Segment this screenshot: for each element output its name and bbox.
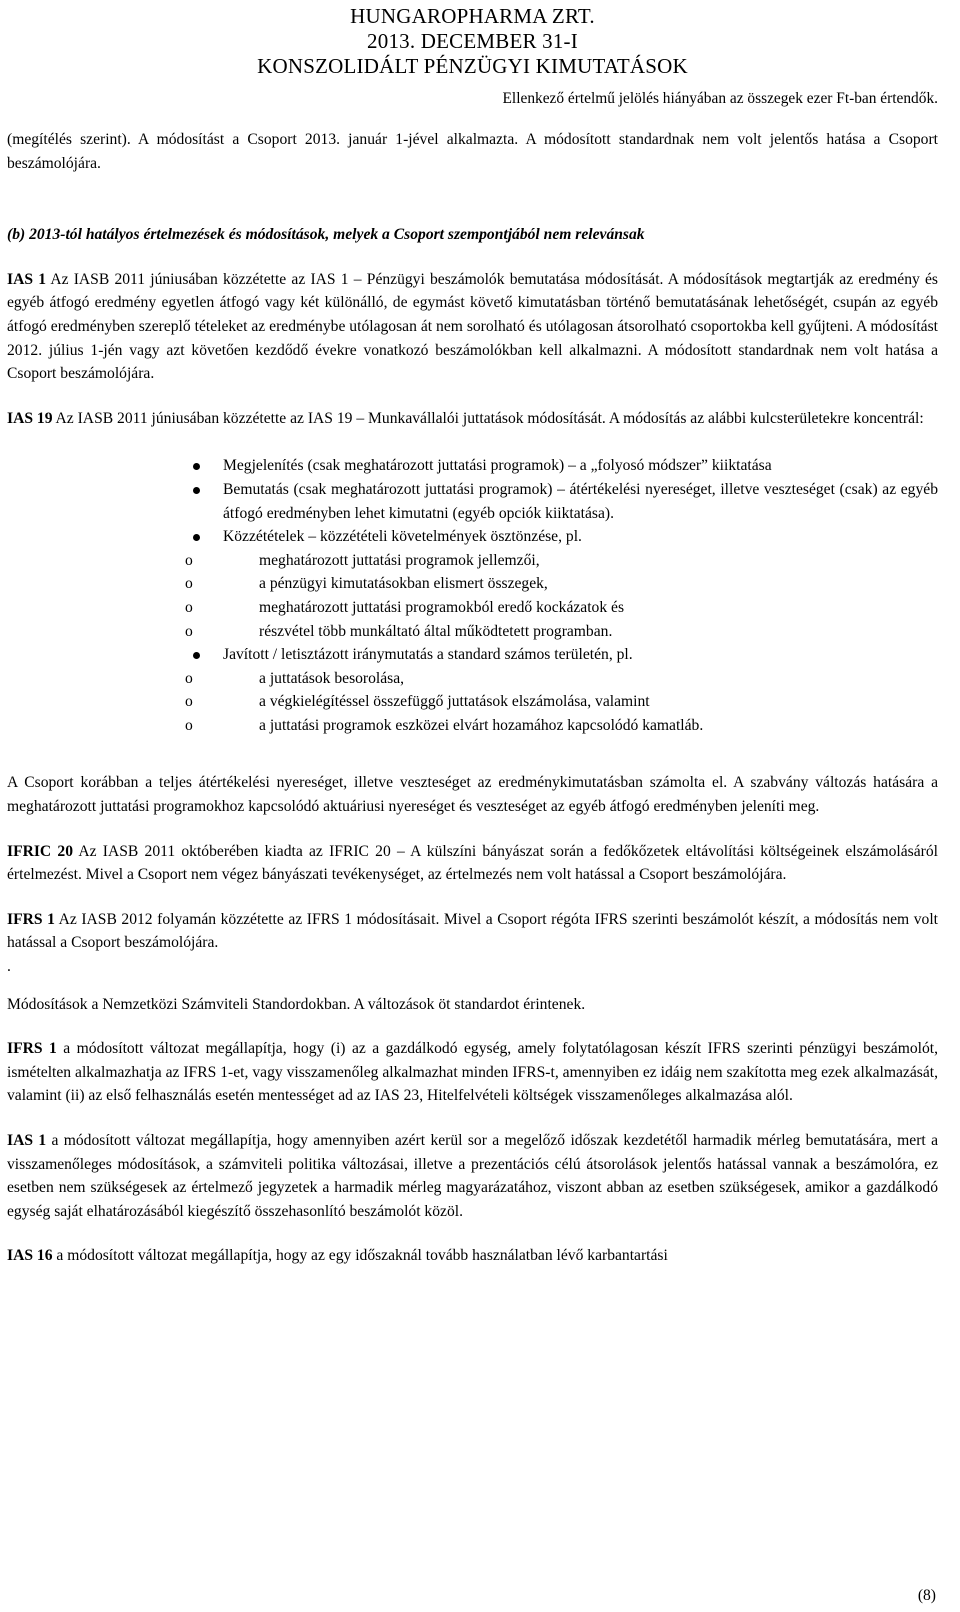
bullet-icon: [193, 463, 200, 470]
sub-item-text: a pénzügyi kimutatásokban elismert összegek,: [259, 575, 548, 593]
standard-label: IAS 19: [7, 409, 53, 427]
bullet-item: [7, 643, 938, 737]
circle-bullet-icon: o: [185, 693, 193, 711]
sub-list: [185, 667, 938, 738]
paragraph-text: Az IASB 2011 októberében kiadta az IFRIC 20 – A külszíni bányászat során a fedőkőzetek eltávolítási költségeinek elszámolásáról értelmezést. Mivel a Csoport nem végez bányászati tevékenységet, az értelmezés nem volt hatással a Csoport beszámolójára.: [7, 842, 938, 884]
bullet-text: Megjelenítés (csak meghatározott juttatási programok) – a „folyosó módszer” kiiktatása: [223, 457, 772, 475]
sub-item-text: részvétel több munkáltató által működtetett programban.: [259, 622, 613, 640]
sub-item-text: a juttatási programok eszközei elvárt hozamához kapcsolódó kamatláb.: [259, 716, 704, 734]
bullet-item: [7, 525, 938, 643]
sub-item: [183, 620, 938, 644]
sub-item: [183, 667, 938, 691]
bullet-icon: [193, 652, 200, 659]
bullet-item: [7, 454, 938, 478]
sub-item-text: a végkielégítéssel összefüggő juttatások elszámolása, valamint: [259, 693, 650, 711]
paragraph-ias16: [7, 1244, 938, 1268]
sub-item-text: meghatározott juttatási programok jellemzői,: [259, 551, 540, 569]
intro-paragraph: (megítélés szerint). A módosítást a Csoport 2013. január 1-jével alkalmazta. A módosított standardnak nem volt jelentős hatása a Csoport beszámolójára.: [7, 131, 938, 172]
standard-label: IFRIC 20: [7, 842, 74, 860]
paragraph-text: Az IASB 2012 folyamán közzétette az IFRS 1 módosításait. Mivel a Csoport régóta IFRS szerinti beszámolót készít, a módosítás nem volt hatással a Csoport beszámolójára.: [7, 910, 938, 952]
paragraph-ifrs1-amendment: [7, 908, 938, 955]
sub-item: [183, 690, 938, 714]
bullet-text: Javított / letisztázott iránymutatás a standard számos területén, pl.: [223, 646, 633, 664]
paragraph-ias1-improvement: [7, 1129, 938, 1223]
paragraph-csoport-remeasurement: A Csoport korábban a teljes átértékelési nyereséget, illetve veszteséget az eredménykimutatásban számolta el. A szabvány változás hatására a meghatározott juttatási programokhoz kapcsolódó aktuáriusi nyereséget és veszteséget az egyéb átfogó eredményben jeleníti meg.: [7, 774, 938, 816]
bullet-item: [7, 478, 938, 525]
bullet-text: Bemutatás (csak meghatározott juttatási programok) – átértékelési nyereséget, illetve veszteséget (csak) az egyéb átfogó eredményben lehet kimutatni (egyéb opciók kiiktatása).: [223, 480, 938, 522]
sub-item: [183, 596, 938, 620]
paragraph-ias1-amendment: [7, 268, 938, 386]
circle-bullet-icon: o: [185, 551, 193, 569]
paragraph-text: Az IASB 2011 júniusában közzétette az IAS 1 – Pénzügyi beszámolók bemutatása módosítását. A módosítások megtartják az eredmény és egyéb átfogó eredmény egyetlen átfogó vagy két különálló, de egymást követő kimutatásban történő bemutatásának lehetőségét, csupán az egyéb átfogó eredményben szereplő tételeket az eredménybe utólagosan át nem sorolható és utólagosan átsorolható csoportokba kell gyűjteni. A módosítást 2012. július 1-jén vagy azt követően kezdődő évekre vonatkozó beszámolókban kell alkalmazni. A módosított standardnak nem volt hatása a Csoport beszámolójára.: [7, 270, 938, 383]
paragraph-ias19: [7, 407, 938, 431]
standard-label: IFRS 1: [7, 910, 55, 928]
standard-label: IAS 16: [7, 1247, 53, 1265]
sub-list: [185, 549, 938, 643]
paragraph-text: a módosított változat megállapítja, hogy az egy időszaknál tovább használatban lévő karbantartási: [52, 1247, 668, 1265]
bullet-icon: [193, 534, 200, 541]
paragraph-ifrs1-improvement: [7, 1037, 938, 1108]
circle-bullet-icon: o: [185, 575, 193, 593]
document-header: [7, 0, 938, 79]
sub-item: [183, 572, 938, 596]
company-name: HUNGAROPHARMA ZRT.: [350, 4, 595, 28]
circle-bullet-icon: o: [185, 622, 193, 640]
bullet-icon: [193, 487, 200, 494]
standard-label: IAS 1: [7, 1132, 47, 1149]
paragraph-text: a módosított változat megállapítja, hogy (i) az a gazdálkodó egység, amely folytatólagosan készít IFRS szerinti pénzügyi beszámolót, ismételten alkalmazhatja az IFRS 1-et, vagy visszamenőleg alkalmazhat minden IFRS-t, amennyiben ez idáig nem szakította meg ezek alkalmazását, valamint (ii) az első felhasználás esetén mentességet ad az IAS 23, Hitelfelvételi költségek visszamenőleges alkalmazása alól.: [7, 1040, 938, 1105]
ias19-key-areas-list: [7, 454, 938, 737]
page-number: (8): [917, 1587, 936, 1605]
sub-item: [183, 549, 938, 573]
standard-label: IAS 1: [7, 270, 46, 288]
circle-bullet-icon: o: [185, 669, 193, 687]
sub-item-text: meghatározott juttatási programokból eredő kockázatok és: [259, 598, 625, 616]
circle-bullet-icon: o: [185, 598, 193, 616]
paragraph-text: a módosított változat megállapítja, hogy amennyiben azért kerül sor a megelőző időszak kezdetétől harmadik mérleg bemutatására, mert a visszamenőleges módosítások, a számviteli politika változásai, illetve a prezentációs célú átsorolások jelentős hatással vannak a beszámolóra, ez esetben nem szükségesek az értelmező jegyzetek a harmadik mérleg magyarázatához, viszont abban az esetben szükségesek, amikor a gazdálkodó egység saját elhatározásából kiegészítő összehasonlító beszámolót közöl.: [7, 1132, 938, 1220]
sub-item-text: a juttatások besorolása,: [259, 669, 405, 687]
section-subheading: (b) 2013-tól hatályos értelmezések és módosítások, melyek a Csoport szempontjából nem relevánsak: [7, 226, 645, 244]
paragraph-text: Az IASB 2011 júniusában közzétette az IAS 19 – Munkavállalói juttatások módosítását. A módosítás az alábbi kulcsterületekre koncentrál:: [52, 409, 924, 427]
report-title: KONSZOLIDÁLT PÉNZÜGYI KIMUTATÁSOK: [257, 54, 688, 78]
stray-dot: .: [7, 958, 11, 976]
standard-label: IFRS 1: [7, 1040, 57, 1058]
paragraph-standards-intro: Módosítások a Nemzetközi Számviteli Standordokban. A változások öt standardot érintenek.: [7, 995, 586, 1013]
bullet-text: Közzétételek – közzétételi követelmények ösztönzése, pl.: [223, 528, 582, 546]
paragraph-ifric20: [7, 840, 938, 887]
report-date: 2013. DECEMBER 31-I: [367, 29, 578, 53]
currency-note: Ellenkező értelmű jelölés hiányában az összegek ezer Ft-ban értendők.: [502, 90, 938, 107]
sub-item: [183, 714, 938, 738]
circle-bullet-icon: o: [185, 716, 193, 734]
